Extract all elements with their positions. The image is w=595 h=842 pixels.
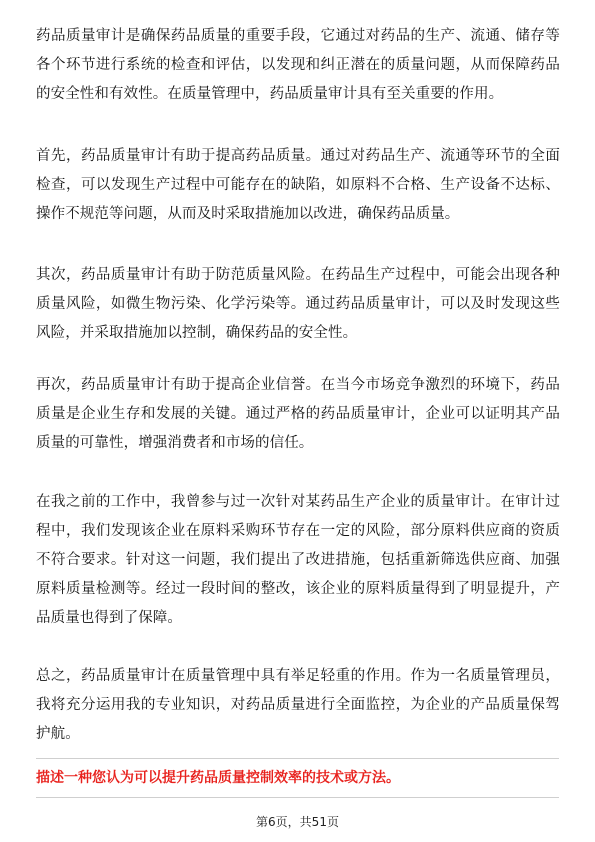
question-heading: 描述一种您认为可以提升药品质量控制效率的技术或方法。 xyxy=(36,770,400,786)
question-bottom-divider xyxy=(36,797,559,798)
paragraph-second-point: 其次，药品质量审计有助于防范质量风险。在药品生产过程中，可能会出现各种质量风险，如微生物污染、化学污染等。通过药品质量审计，可以及时发现这些风险，并采取措施加以控制，确保药品的安全性。 xyxy=(36,267,560,341)
page-number-footer: 第6页，共51页 xyxy=(256,815,339,829)
paragraph-third-point: 再次，药品质量审计有助于提高企业信誉。在当今市场竞争激烈的环境下，药品质量是企业生存和发展的关键。通过严格的药品质量审计，企业可以证明其产品质量的可靠性，增强消费者和市场的信任。 xyxy=(36,377,560,451)
paragraph-conclusion: 总之，药品质量审计在质量管理中具有举足轻重的作用。作为一名质量管理员，我将充分运用我的专业知识，对药品质量进行全面监控，为企业的产品质量保驾护航。 xyxy=(36,668,560,742)
question-top-divider xyxy=(36,758,559,759)
paragraph-intro: 药品质量审计是确保药品质量的重要手段，它通过对药品的生产、流通、储存等各个环节进行系统的检查和评估，以发现和纠正潜在的质量问题，从而保障药品的安全性和有效性。在质量管理中，药品质量审计具有至关重要的作用。 xyxy=(36,28,560,102)
paragraph-experience: 在我之前的工作中，我曾参与过一次针对某药品生产企业的质量审计。在审计过程中，我们发现该企业在原料采购环节存在一定的风险，部分原料供应商的资质不符合要求。针对这一问题，我们提出了改进措施，包括重新筛选供应商、加强原料质量检测等。经过一段时间的整改，该企业的原料质量得到了明显提升，产品质量也得到了保障。 xyxy=(36,494,560,626)
paragraph-first-point: 首先，药品质量审计有助于提高药品质量。通过对药品生产、流通等环节的全面检查，可以发现生产过程中可能存在的缺陷，如原料不合格、生产设备不达标、操作不规范等问题，从而及时采取措施加以改进，确保药品质量。 xyxy=(36,148,560,222)
